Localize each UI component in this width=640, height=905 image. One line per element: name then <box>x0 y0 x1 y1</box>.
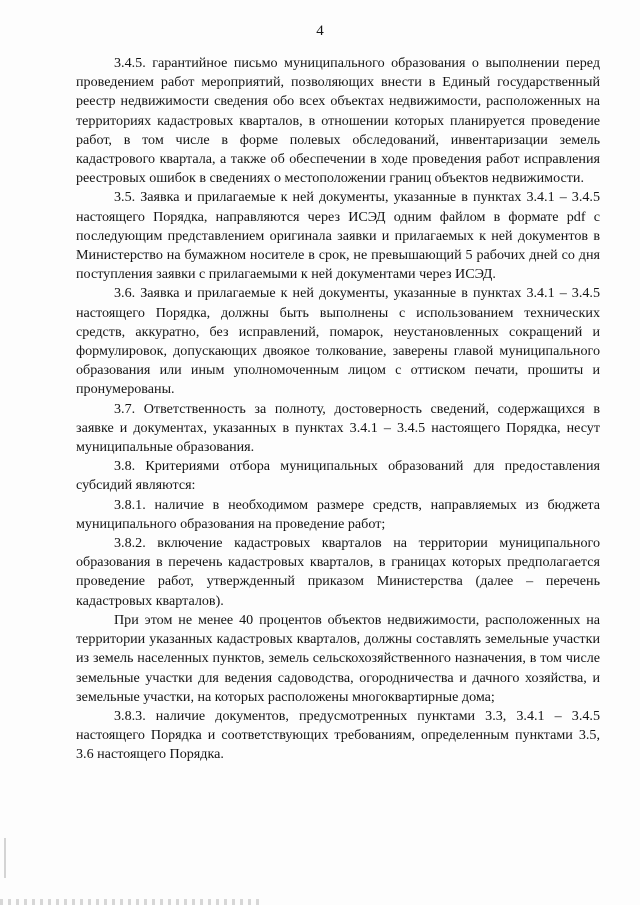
paragraph-3-6: 3.6. Заявка и прилагаемые к ней документы, указанные в пунктах 3.4.1 – 3.4.5 настоящего Порядка, должны быть выполнены с использованием технических средств, аккуратно, без исправлений, помарок, неустановленных сокращений и формулировок, допускающих двоякое толкование, заверены главой муниципального образования или иным уполномоченным лицом с оттиском печати, прошиты и пронумерованы. <box>76 285 600 398</box>
paragraph-3-5: 3.5. Заявка и прилагаемые к ней документы, указанные в пунктах 3.4.1 – 3.4.5 настоящего Порядка, направляются через ИСЭД одним файлом в формате pdf с последующим представлением оригинала заявки и прилагаемых к ней документов в Министерство на бумажном носителе в срок, не превышающий 5 рабочих дней со дня поступления заявки с прилагаемыми к ней документами через ИСЭД. <box>76 189 600 283</box>
paragraph-3-8-1: 3.8.1. наличие в необходимом размере средств, направляемых из бюджета муниципального образования на проведение работ; <box>76 496 600 532</box>
paragraph-3-4-5: 3.4.5. гарантийное письмо муниципального образования о выполнении перед проведением работ мероприятий, позволяющих внести в Единый государственный реестр недвижимости сведения обо всех объектах недвижимости, расположенных на территориях кадастровых кварталов, в отношении которых планируется проведение работ, в том числе в форме полевых обследований, инвентаризации земель кадастрового квартала, а также об обеспечении в ходе проведения работ исправления реестровых ошибок в сведениях о местоположении границ объектов недвижимости. <box>76 55 600 187</box>
paragraph-3-8: 3.8. Критериями отбора муниципальных образований для предоставления субсидий являются: <box>76 458 600 494</box>
scan-edge-mark <box>4 838 6 878</box>
paragraph-3-8-3: 3.8.3. наличие документов, предусмотренных пунктами 3.3, 3.4.1 – 3.4.5 настоящего Порядка и соответствующих требованиям, определенным пунктами 3.5, 3.6 настоящего Порядка. <box>76 707 600 763</box>
document-body <box>76 54 600 765</box>
paragraph-3-8-2: 3.8.2. включение кадастровых кварталов на территории муниципального образования в перечень кадастровых кварталов, в границах которых предполагается проведение работ, утвержденный приказом Министерства (далее – перечень кадастровых кварталов). <box>76 535 600 609</box>
paragraph-3-7: 3.7. Ответственность за полноту, достоверность сведений, содержащихся в заявке и документах, указанных в пунктах 3.4.1 – 3.4.5 настоящего Порядка, несут муниципальные образования. <box>76 400 600 456</box>
paragraph-3-8-2-note: При этом не менее 40 процентов объектов недвижимости, расположенных на территории указанных кадастровых кварталов, должны составлять земельные участки из земель населенных пунктов, земель сельскохозяйственного назначения, в том числе земельные участки для ведения садоводства, огородничества и дачного хозяйства, и земельные участки, на которых расположены многоквартирные дома; <box>76 611 600 705</box>
scan-footer-artifact <box>0 899 260 905</box>
page-number: 4 <box>316 23 324 39</box>
